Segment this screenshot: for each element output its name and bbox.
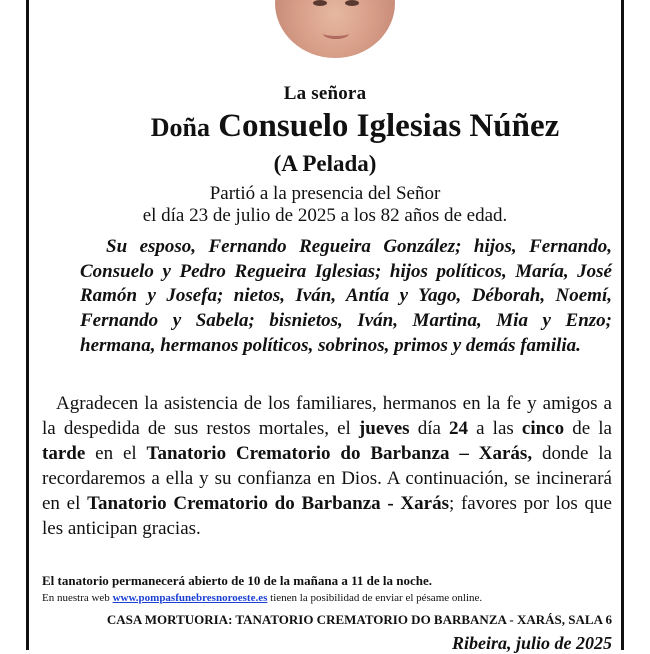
cremation-venue: Tanatorio Crematorio do Barbanza - Xarás — [87, 493, 449, 515]
service-date: 24 — [449, 418, 469, 440]
place-date: Ribeira, julio de 2025 — [451, 633, 612, 653]
name-full: Consuelo Iglesias Núñez — [218, 108, 560, 144]
service-time-part: tarde — [42, 443, 86, 465]
intro-text: La señora — [283, 83, 367, 104]
alias: (A Pelada) — [273, 151, 377, 176]
name-title: Doña — [150, 113, 210, 142]
website-link[interactable]: www.pompasfunebresnoroeste.es — [112, 592, 268, 604]
passed-line-1: Partió a la presencia del Señor — [209, 183, 441, 204]
opening-hours-notice: El tanatorio permanecerá abierto de 10 de la mañana a 11 de la noche. — [42, 573, 432, 588]
service-hour: cinco — [521, 418, 565, 440]
family-list: Su esposo, Fernando Regueira González; hijos, Fernando, Consuelo y Pedro Regueira Iglesias; hijos políticos, María, José Ramón y Josefa; nietos, Iván, Antía y Yago, Déborah, Noemí, Fernando y Sabela; bisnietos, Iván, Martina, Mia y Enzo; hermana, hermanos políticos, sobrinos, primos y demás familia. — [80, 236, 612, 356]
venue-name: Tanatorio Crematorio do Barbanza – Xarás, — [146, 443, 533, 465]
thanks-paragraph: Agradecen la asistencia de los familiares, hermanos en la fe y amigos a la despedida de sus restos mortales, el jueves día 24 a las cinco de la tarde en el Tanatorio Crematorio do Barbanza – Xarás, donde la recordaremos a ella y su confianza en Dios. A continuación, se incinerará en el Tanatorio Crematorio do Barbanza - Xarás; favores por los que les anticipan gracias. — [42, 393, 612, 540]
passed-line-2: el día 23 de julio de 2025 a los 82 años de edad. — [142, 205, 508, 227]
deceased-name — [75, 108, 635, 144]
passed-text — [0, 183, 650, 228]
mortuary-info: CASA MORTUORIA: TANATORIO CREMATORIO DO BARBANZA - XARÁS, SALA 6 — [106, 612, 612, 627]
service-day: jueves — [358, 418, 410, 440]
deceased-photo — [275, 0, 395, 58]
web-condolence-note: En nuestra web www.pompasfunebresnoroeste.es tienen la posibilidad de enviar el pésame online. — [42, 592, 483, 604]
